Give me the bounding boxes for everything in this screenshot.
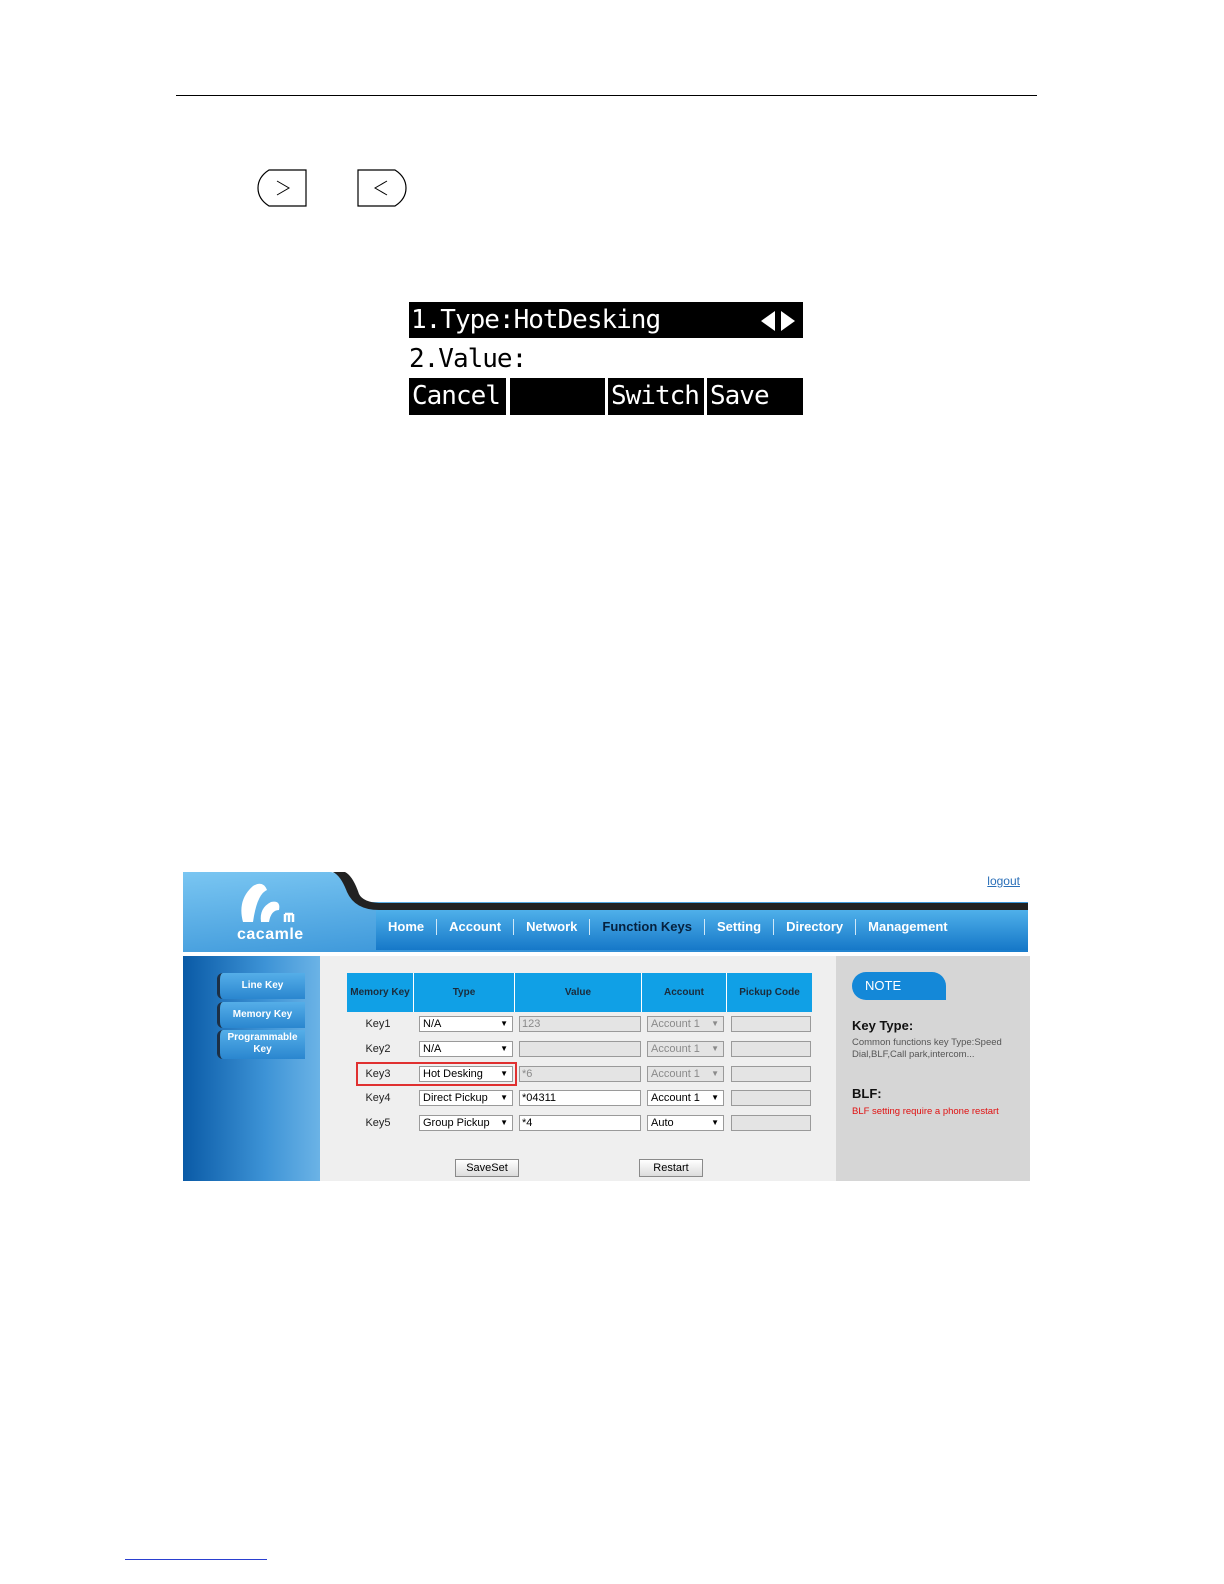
key3-type-value: Hot Desking [423,1068,483,1080]
softkey-empty[interactable] [510,378,605,415]
dropdown-arrow-icon: ▼ [711,1118,719,1127]
dropdown-arrow-icon: ▼ [711,1044,719,1053]
key3-account-value: Account 1 [651,1068,700,1080]
lcd-value-row: 2.Value: [409,344,527,374]
logo-text: cacamle [237,926,304,943]
dropdown-arrow-icon: ▼ [711,1019,719,1028]
memory-key-panel [320,956,836,1181]
right-navigation-key-icon [257,169,307,207]
key1-account-select[interactable] [647,1016,724,1032]
saveset-button[interactable]: SaveSet [455,1159,519,1177]
dropdown-arrow-icon: ▼ [500,1093,508,1102]
dropdown-arrow-icon: ▼ [500,1069,508,1078]
key5-account-select[interactable] [647,1115,724,1131]
nav-setting[interactable]: Setting [704,919,773,935]
key1-value-input[interactable]: 123 [519,1016,641,1032]
key1-type-value: N/A [423,1018,442,1030]
softkey-switch[interactable]: Switch [608,378,704,415]
key-type-heading: Key Type: [852,1018,914,1033]
key4-pickup-input[interactable] [731,1090,811,1106]
column-header-pickup-code: Pickup Code [727,973,812,1012]
key4-account-select[interactable] [647,1090,724,1106]
key-type-description: Common functions key Type:Speed Dial,BLF,Call park,intercom... [852,1037,1002,1060]
nav-home[interactable]: Home [388,919,425,934]
phone-lcd-screen [409,302,803,415]
dropdown-arrow-icon: ▼ [711,1093,719,1102]
key1-type-select[interactable] [419,1016,513,1032]
key1-pickup-input[interactable] [731,1016,811,1032]
key5-value-input[interactable]: *4 [519,1115,641,1131]
row-key4-label: Key4 [365,1092,391,1104]
left-navigation-key-icon [357,169,407,207]
footer-link-underline [125,1559,267,1560]
row-key1-label: Key1 [365,1018,391,1030]
dropdown-arrow-icon: ▼ [500,1019,508,1028]
key5-pickup-input[interactable] [731,1115,811,1131]
key2-account-select[interactable] [647,1041,724,1057]
row-key5-label: Key5 [365,1117,391,1129]
lcd-type-text: 1.Type:HotDesking [411,305,661,335]
row-key3-label: Key3 [365,1068,391,1080]
nav-network[interactable]: Network [513,919,589,935]
key2-account-value: Account 1 [651,1043,700,1055]
sidebar-item-line-key[interactable]: Line Key [217,973,305,999]
key2-value-input[interactable] [519,1041,641,1057]
key2-type-value: N/A [423,1043,442,1055]
column-header-memory-key: Memory Key [347,973,414,1012]
key3-type-select[interactable] [419,1066,513,1082]
header-background [183,872,1030,952]
note-panel [836,956,1030,1181]
key5-type-select[interactable] [419,1115,513,1131]
header-rule [176,95,1037,96]
key4-account-value: Account 1 [651,1092,700,1104]
key5-account-value: Auto [651,1117,674,1129]
row-key2-label: Key2 [365,1043,391,1055]
nav-function-keys[interactable]: Function Keys [589,919,704,935]
sidebar [183,956,320,1181]
web-ui-screenshot [183,872,1030,1181]
nav-management[interactable]: Management [855,919,959,935]
blf-heading: BLF: [852,1086,882,1101]
cacamle-logo-icon [235,880,305,925]
key3-account-select[interactable] [647,1066,724,1082]
key4-type-value: Direct Pickup [423,1092,488,1104]
note-tab: NOTE [852,972,946,1000]
nav-directory[interactable]: Directory [773,919,855,935]
key2-pickup-input[interactable] [731,1041,811,1057]
column-header-value: Value [515,973,642,1012]
main-nav [376,916,960,938]
sidebar-item-memory-key[interactable]: Memory Key [217,1002,305,1028]
key2-type-select[interactable] [419,1041,513,1057]
sidebar-item-programmable-key[interactable]: Programmable Key [217,1030,305,1059]
key4-value-input[interactable]: *04311 [519,1090,641,1106]
dropdown-arrow-icon: ▼ [500,1118,508,1127]
nav-account[interactable]: Account [436,919,513,935]
web-header [183,872,1030,952]
lcd-type-row [409,302,803,338]
key3-value-input[interactable]: *6 [519,1066,641,1082]
key1-account-value: Account 1 [651,1018,700,1030]
column-header-type: Type [414,973,515,1012]
dropdown-arrow-icon: ▼ [500,1044,508,1053]
blf-warning: BLF setting require a phone restart [852,1106,999,1117]
dropdown-arrow-icon: ▼ [711,1069,719,1078]
softkey-cancel[interactable]: Cancel [409,378,506,415]
column-header-account: Account [642,973,727,1012]
softkey-save[interactable]: Save [707,378,803,415]
left-right-arrows-icon [759,310,799,332]
logout-link[interactable]: logout [987,874,1020,888]
key4-type-select[interactable] [419,1090,513,1106]
restart-button[interactable]: Restart [639,1159,703,1177]
key3-pickup-input[interactable] [731,1066,811,1082]
key5-type-value: Group Pickup [423,1117,490,1129]
